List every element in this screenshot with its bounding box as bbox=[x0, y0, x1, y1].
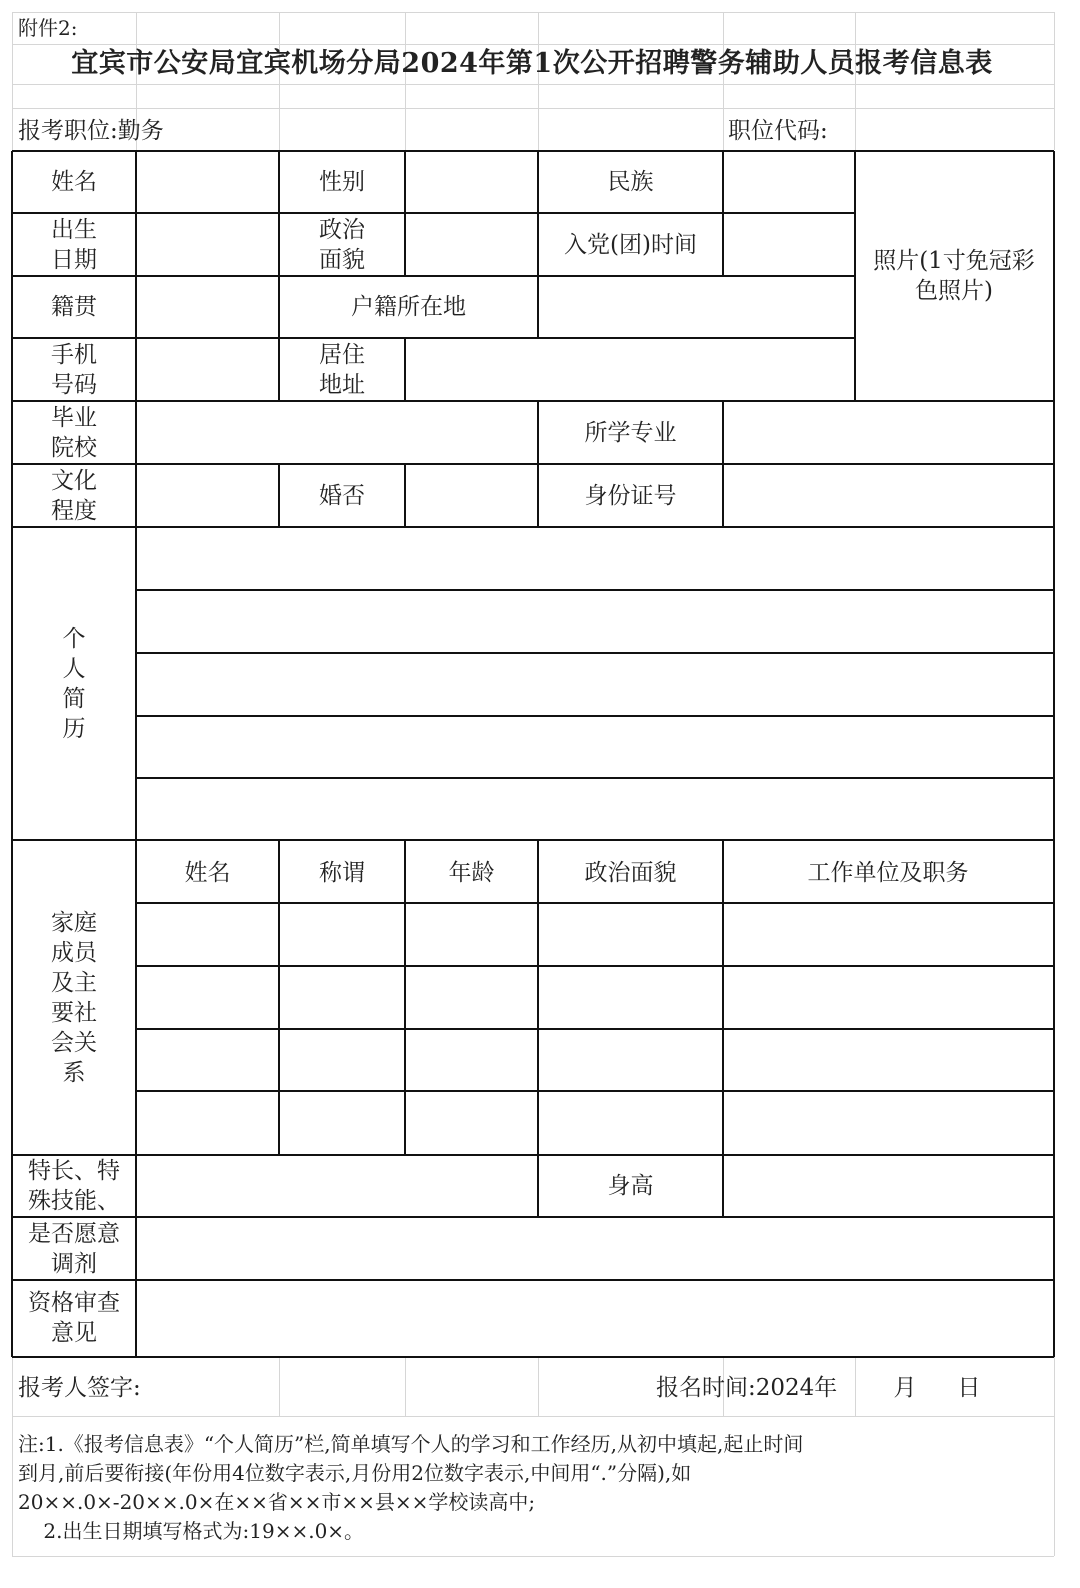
note-line-3: 20××.0×-20××.0×在××省××市××县××学校读高中; bbox=[18, 1490, 536, 1514]
sheet-gridline bbox=[538, 1357, 539, 1416]
signup-time-label: 报名时间:2024年 bbox=[656, 1375, 838, 1401]
graduate-school-label: 毕业 院校 bbox=[51, 404, 97, 461]
family-header-name: 姓名 bbox=[184, 860, 231, 886]
table-border-line bbox=[136, 965, 1054, 967]
sheet-gridline bbox=[1054, 12, 1055, 150]
gender-label: 性别 bbox=[319, 169, 365, 195]
table-border-line bbox=[12, 1356, 1054, 1358]
sheet-gridline bbox=[1054, 1416, 1055, 1556]
position-label: 报考职位:勤务 bbox=[18, 118, 164, 144]
resume-label: 个 人 简 历 bbox=[62, 625, 86, 742]
note-line-1: 注:1.《报考信息表》“个人简历”栏,简单填写个人的学习和工作经历,从初中填起,起止时间 bbox=[18, 1432, 804, 1456]
specialties-label: 特长、特 殊技能、 bbox=[28, 1158, 120, 1214]
native-place-label: 籍贯 bbox=[51, 294, 97, 320]
table-border-line bbox=[12, 1154, 1054, 1156]
family-header-employer: 工作单位及职务 bbox=[807, 860, 969, 886]
family-label: 家庭 成员 及主 要社 会关 系 bbox=[51, 909, 97, 1086]
table-border-line bbox=[12, 1279, 1054, 1281]
table-border-line bbox=[136, 1090, 1054, 1092]
ethnicity-label: 民族 bbox=[607, 169, 654, 195]
family-header-political-status: 政治面貌 bbox=[584, 860, 677, 886]
phone-label: 手机 号码 bbox=[51, 341, 97, 398]
note-line-4: 2.出生日期填写格式为:19××.0×。 bbox=[18, 1519, 365, 1543]
id-number-label: 身份证号 bbox=[584, 482, 677, 509]
photo-placeholder: 照片(1寸免冠彩 色照片) bbox=[873, 248, 1035, 304]
review-opinion-label: 资格审查 意见 bbox=[28, 1290, 120, 1346]
table-border-line bbox=[12, 463, 1054, 465]
table-border-line bbox=[12, 839, 1054, 841]
household-location-label: 户籍所在地 bbox=[351, 294, 466, 320]
sheet-gridline bbox=[279, 1357, 280, 1416]
address-label: 居住 地址 bbox=[319, 341, 365, 398]
note-line-2: 到月,前后要衔接(年份用4位数字表示,月份用2位数字表示,中间用“.”分隔),如 bbox=[18, 1461, 692, 1485]
family-header-relation: 称谓 bbox=[319, 860, 365, 886]
height-label: 身高 bbox=[607, 1173, 654, 1199]
sheet-gridline bbox=[12, 1416, 13, 1556]
annex-label: 附件2: bbox=[18, 16, 78, 40]
major-label: 所学专业 bbox=[584, 419, 677, 446]
sheet-gridline bbox=[12, 84, 1054, 85]
sheet-gridline bbox=[12, 1416, 1054, 1417]
sheet-gridline bbox=[1054, 1357, 1055, 1416]
party-join-time-label: 入党(团)时间 bbox=[564, 231, 697, 258]
willing-adjust-label: 是否愿意 调剂 bbox=[28, 1220, 120, 1277]
sheet-gridline bbox=[12, 108, 1054, 109]
position-code-label: 职位代码: bbox=[728, 118, 828, 144]
table-border-line bbox=[136, 715, 1054, 717]
signature-label: 报考人签字: bbox=[18, 1375, 141, 1401]
sheet-gridline bbox=[12, 1556, 1054, 1557]
table-border-line bbox=[136, 589, 1054, 591]
birth-date-label: 出生 日期 bbox=[51, 216, 97, 273]
name-label: 姓名 bbox=[51, 169, 97, 195]
signup-month-label: 月 bbox=[893, 1375, 917, 1401]
table-border-line bbox=[136, 1028, 1054, 1030]
form-title: 宜宾市公安局宜宾机场分局2024年第1次公开招聘警务辅助人员报考信息表 bbox=[71, 48, 993, 79]
education-label: 文化 程度 bbox=[51, 467, 97, 524]
political-status-label: 政治 面貌 bbox=[319, 216, 365, 273]
table-border-line bbox=[1053, 151, 1055, 1357]
table-border-line bbox=[136, 652, 1054, 654]
table-border-line bbox=[136, 777, 1054, 779]
marital-status-label: 婚否 bbox=[319, 482, 365, 509]
table-border-line bbox=[12, 1216, 1054, 1218]
sheet-gridline bbox=[405, 1357, 406, 1416]
family-header-age: 年龄 bbox=[448, 860, 495, 886]
sheet-gridline bbox=[12, 1357, 13, 1416]
table-border-line bbox=[12, 526, 1054, 528]
signup-day-label: 日 bbox=[957, 1375, 981, 1401]
table-border-line bbox=[12, 212, 855, 214]
